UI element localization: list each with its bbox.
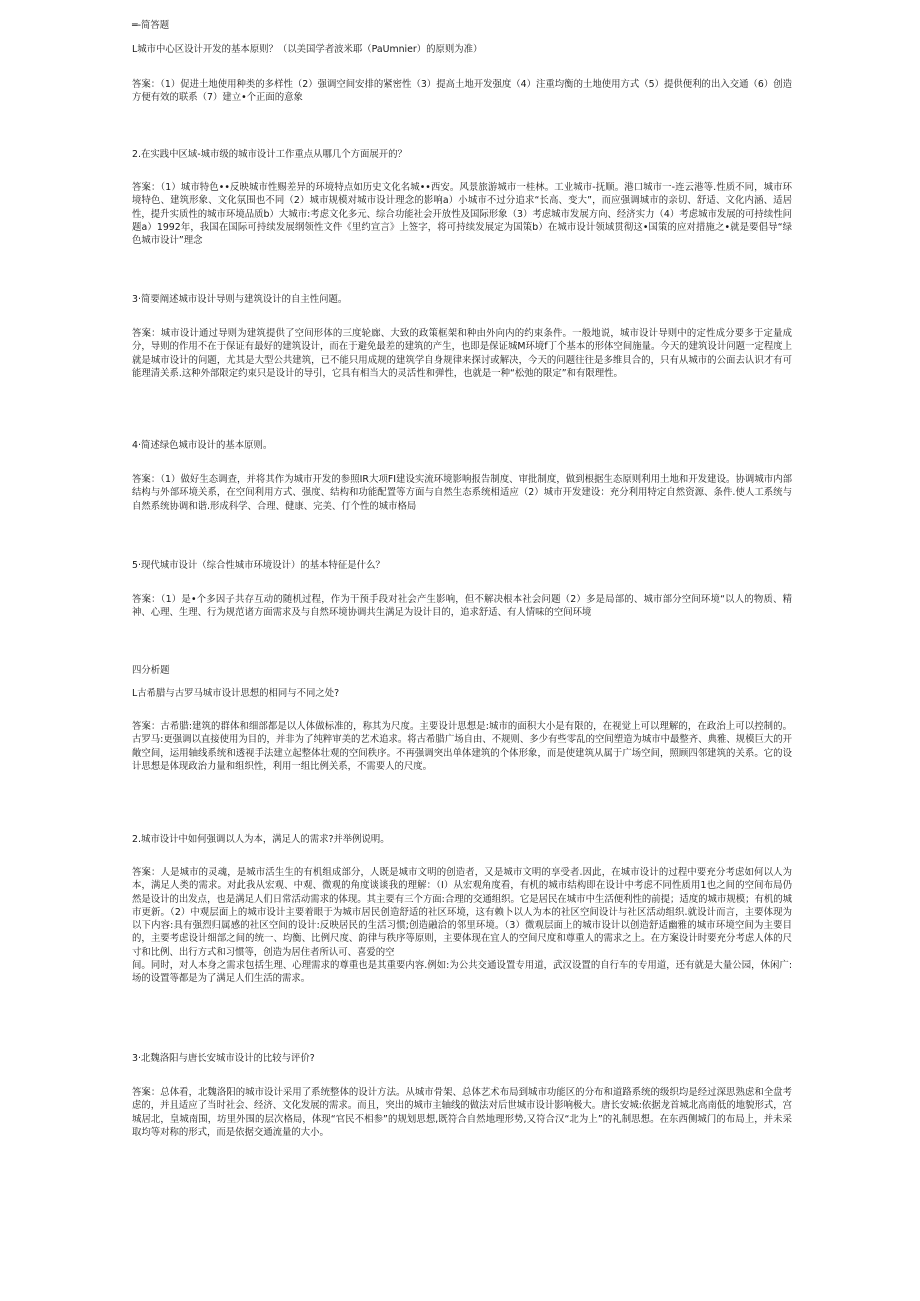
answer-5: 答案：（1）是•个多因子共存互动的随机过程，作为干预手段对社会产生影响，但不解决根本社会问题（2）多是局部的、城市部分空间环境“以人的物质、精神、心理、生理、行为规范诸方面需求及与自然环境协调共生满足为设计目的，追求舒适、有人情味的空间环境 xyxy=(132,594,792,619)
answer-4: 答案：（1）做好生态调查，并将其作为城市开发的参照IR大项FI建设实流环境影响报告制度、审批制度，做到根据生态原则利用土地和开发建设。协调城市内部结构与外部环境关系，在空间利用方式、强度、结构和功能配置等方面与自然生态系统相适应（2）城市开发建设：充分利用特定自然资源、条件.使人工系统与自然系统协调和谐.形成科学、合理、健康、完美、仃个性的城市格局 xyxy=(132,474,792,512)
answer-2: 答案：（1）城市特色••反映城市性赐差异的环境特点如历史文化名城••西安。风景旅游城市一桂林。工业城市-抚顺。港口城市一-连云港等.性质不同，城市环境特色、建筑形象、文化氛围也不同（2）城市规模对城市设计理念的影响a）小城市不过分追求“长高、变大”，而应强调城市的亲切、舒适、文化内涵、适居性，提升实质性的城市环境品质b）大城市:考虑文化多元、综合功能社会开放性及国际形象（3）考虑城市发展方向、经济实力（4）考虑城市发展的可持续性问题a）1992年，我国在国际可持续发展纲领性文件《里约宣言》上签字，将可持续发展定为国策b）在城市设计领域贯彻这•国策的应对措施之•就是要倡导“绿色城市设计”理念 xyxy=(132,182,792,247)
analysis-answer-1: 答案：古希腊:建筑的群体和细部都是以人体做标准的，称其为尺度。主要设计思想是:城市的面积大小是有限的，在视觉上可以理解的，在政治上可以控制的。古罗马:更强调以直接使用为目的，并非为了纯粹审美的艺术追求。将古希腊广场自由、不规则、多少有些零乱的空间塑造为城市中最整齐、典雅、规模巨大的开敞空间，运用轴线系统和透视手法建立起整体壮观的空间秩序。不再强调突出单体建筑的个体形象，而是使建筑从属于广场空间，照顾四邻建筑的关系。它的设计思想是体现政治力量和组织性，利用一组比例关系，不需要人的尺度。 xyxy=(132,721,792,772)
analysis-question-3: 3·北魏洛阳与唐长安城市设计的比较与评价? xyxy=(132,1053,315,1064)
analysis-answer-2: 答案：人是城市的灵魂，是城市活生生的有机组成部分，人既是城市文明的创造者，又是城市文明的享受者.因此，在城市设计的过程中要充分考虑如何以人为本，满足人类的需求。对此我从宏观、中观、微观的角度谈谈我的理解：（I）从宏观角度看，有机的城市结构即在设计中考虑不同性质用1也之间的空间布局仍然是设计的出发点，也是满足人们日常活动需求的体现。其主要有三个方面:合理的交通组织。它是居民在城市中生活便利性的前提；适度的城市规模；有机的城市更新。（2）中观层面上的城市设计主要着眼于为城市居民创造舒适的社区环境，这有赖卜以人为本的社区空间设计与社区活动组织.就设计而言，主要体现为以下内容:具有强烈归属感的社区空间的设计:反映居民的生活习惯;创造融洽的邻里环境。（3）微观层面上的城市设计以创造舒适幽雅的城市环境空间为主要目的，主要考虑设计细部之间的统一、均衡、比例尺度、韵律与秩序等原则，主要体现在宜人的空间尺度和尊重人的需求之上。在方案设计时要充分考虑人体的尺寸和比例、出行方式和习惯等，创造为居住者所认可、喜爱的空 间。同时，对人本身之需求包括生理、心理需求的尊重也是其重要内容.例如:为公共交通设置专用道，武汉设置的自行车的专用道，还有就是大量公园，休闲广:场的设置等都是为了满足人们生活的需求。 xyxy=(132,867,792,985)
section-heading-short-answer: ═-简答题 xyxy=(132,20,170,31)
question-5: 5·现代城市设计（综合性城市环境设计）的基本特征是什么？ xyxy=(132,560,385,571)
analysis-question-1: L古希腊与古罗马城市设计思想的相同与不同之处? xyxy=(132,688,340,699)
answer-1: 答案：（1）促进土地使用种类的多样性（2）强调空间安排的紧密性（3）提高土地开发强度（4）注重均衡的土地使用方式（5）提供便利的出入交通（6）创造方便有效的联系（7）建立•个正面的意象 xyxy=(132,79,792,104)
analysis-answer-3: 答案：总体看，北魏洛阳的城市设计采用了系统整体的设计方法。从城市骨架、总体艺术布局到城市功能区的分布和道路系统的级织均是经过深思熟虑和全盘考虑的，并且适应了当时社会、经济、文化发展的需求。而且，突出的城市主轴线的做法对后世城市设计影响极大。唐长安城:依据龙首城北高南低的地貌形式，宫城居北，皇城南围，坊里外围的层次格局，体现“官民不相参”的规划思想,既符合自然地理形势,又符合汉“北为上”的礼制思想。在东西侧城门的布局上，并未采取均等对称的形式，而是依据交通流量的大小。 xyxy=(132,1087,792,1138)
question-2: 2.在实践中区域-城市级的城市设计工作重点从哪几个方面展开的？ xyxy=(132,149,407,160)
analysis-question-2: 2.城市设计中如何强调以人为本，满足人的需求?并举例说明。 xyxy=(132,834,390,845)
question-1: L城市中心区设计开发的基本原则？（以美国学者波米耶（PaUmnier）的原则为准） xyxy=(132,44,483,55)
question-3: 3·简要阐述城市设计导则与建筑设计的自主性问题。 xyxy=(132,294,348,305)
answer-3: 答案：城市设计通过导则为建筑提供了空间形体的三度轮廊、大致的政策框架和种由外向内的约束条件。一般地说，城市设计导则中的定性成分要多于定量成分，导则的作用不在于保证有最好的建筑设计，而在于避免最差的建筑的产生，也即是保证城M环境f丁个基本的形体空间施量。今天的建筑设计问题一定程度上就是城市设计的问题，尤其是大型公共建筑，已不能只用成规的建筑学自身规律来探讨或解决，今天的问题往往是多维貝合的，只有从城市的公面去认识才有可能理清关系.这种外部限定约束只是设计的导引，它具有相当大的灵活性和弹性，也就是一种“松弛的限定”和有限理性。 xyxy=(132,328,792,379)
section-heading-analysis: 四分析题 xyxy=(132,665,170,676)
question-4: 4·简述绿色城市设计的基本原则。 xyxy=(132,440,273,451)
